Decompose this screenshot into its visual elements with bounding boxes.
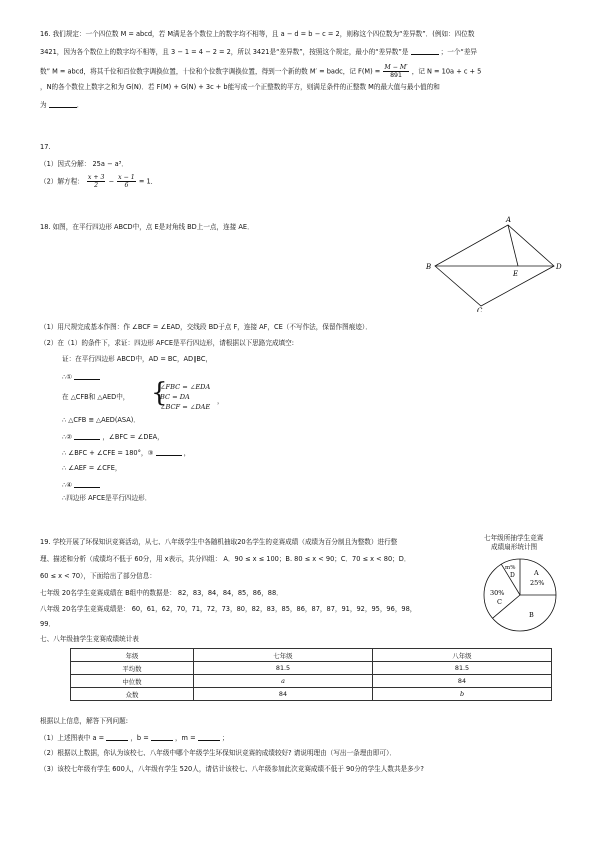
q18-blank-1[interactable] <box>74 372 100 380</box>
label-e: E <box>513 270 519 278</box>
q16-line2-text: 3421，因为各个数位上的数字均不相等，且 3 − 1 = 4 − 2 = 2，所以 3421是“差异数”，按照这个规定，最小的“差异数”是 <box>40 48 409 56</box>
system-end: ， <box>217 397 224 405</box>
pie-label-c-pct: 30% <box>490 589 505 597</box>
q19-part1-a: （1）上述图表中 a = <box>40 734 105 742</box>
q18-proof-line5 <box>62 432 164 442</box>
q17-f1-num: x + 3 <box>87 174 105 181</box>
table-row <box>71 675 552 688</box>
q17-f2-num: x − 1 <box>118 174 135 181</box>
label-b: B <box>426 263 432 271</box>
table-row <box>71 662 552 675</box>
q17-part1: （1）因式分解： 25a − a³． <box>40 160 128 168</box>
pie-label-a-pct: 25% <box>530 579 545 587</box>
q19-after-table: 根据以上信息，解答下列问题: <box>40 717 128 725</box>
q18-proof-line3: 在 △CFB和 △AED中， <box>62 393 130 401</box>
q17-f2-den: 6 <box>124 182 129 189</box>
q19-line3: 60 ≤ x < 70），下面给出了部分信息： <box>40 572 156 580</box>
q19-part3: （3）该校七年级有学生 600人，八年级有学生 520人，请估计该校七、八年级参加此次竞赛成绩不低于 90分的学生人数共是多少? <box>40 765 424 773</box>
table-row <box>71 688 552 701</box>
q17-part2 <box>40 174 157 189</box>
q16-line1: 16. 我们规定：一个四位数 M = abcd，若 M满足各个数位上的数字均不相等，且 a − d = b − c = 2，则称这个四位数为“差异数”．(例如：四位数 <box>40 30 475 38</box>
pie-label-d-pct: m% <box>505 565 516 571</box>
pie-label-d: D <box>510 572 515 579</box>
segment-ae <box>508 225 518 266</box>
q16-frac-num: M − M′ <box>384 64 408 71</box>
table-header-cell: 七年级 <box>194 649 373 662</box>
q17-minus: − <box>108 177 115 186</box>
table-cell: 81.5 <box>194 662 373 675</box>
q19-part1-d: ； <box>221 734 229 742</box>
answer-blank-m[interactable] <box>198 733 220 741</box>
q17-number: 17. <box>40 143 51 151</box>
q19-part2: （2）根据以上数据，你认为该校七、八年级中哪个年级学生环保知识竞赛的成绩较好? 请说明理由（写出一条理由即可）． <box>40 749 396 757</box>
table-header-row <box>71 649 552 662</box>
q19-part1-c: ，m = <box>174 734 196 742</box>
table-cell: a <box>194 675 373 688</box>
pie-label-c: C <box>497 598 502 606</box>
q19-part1 <box>40 733 228 743</box>
q19-line2: 理、描述和分析（成绩均不低于 60分，用 x表示，共分四组： A．90 ≤ x ≤ 100；B. 80 ≤ x < 90；C．70 ≤ x < 80；D． <box>40 555 411 563</box>
table-cell: 81.5 <box>373 662 552 675</box>
table-cell: 84 <box>194 688 373 701</box>
q16-line2-tail: ；一个“差异 <box>440 48 478 56</box>
q17-part2-tail: = 1． <box>138 177 158 186</box>
q17-part2-label: （2）解方程： <box>40 177 84 186</box>
answer-blank-a[interactable] <box>106 733 128 741</box>
q18-proof-line8 <box>62 480 100 490</box>
q16-line5: 为 ． <box>40 101 84 109</box>
q18-blank-3[interactable] <box>156 448 182 456</box>
table-header-cell: 八年级 <box>373 649 552 662</box>
table-header-cell: 年级 <box>71 649 194 662</box>
q16-blank-1[interactable] <box>411 47 439 55</box>
q18-part1: （1）用尺规完成基本作图：作 ∠BCF = ∠EAD，交线段 BD于点 F，连接 AF，CE（不写作法，保留作图痕迹）． <box>40 323 372 331</box>
q18-proof8-text: ∴④ <box>62 481 73 489</box>
label-a: A <box>506 216 512 224</box>
q18-stem: 18. 如图，在平行四边形 ABCD中，点 E是对角线 BD上一点，连接 AE． <box>40 223 254 231</box>
q18-proof-line2 <box>62 372 100 382</box>
label-c: C <box>477 307 483 312</box>
q19-part1-b: ，b = <box>130 734 149 742</box>
q16-line2 <box>40 47 477 57</box>
q18-proof5-text: ∴② <box>62 433 73 441</box>
parallelogram-abcd <box>435 225 554 306</box>
table-cell: 平均数 <box>71 662 194 675</box>
q16-line3 <box>40 64 481 79</box>
q19-line6: 99． <box>40 620 55 628</box>
q16-blank-2[interactable] <box>49 100 77 108</box>
q17-f1-den: 2 <box>94 182 99 189</box>
q17-fraction-2 <box>117 174 136 189</box>
q16-line3-text: 数” M = abcd，将其千位和百位数字调换位置，十位和个位数字调换位置，得到一个新的数 M′ = badc，记 F(M) = <box>40 67 381 76</box>
q18-blank-4[interactable] <box>74 480 100 488</box>
q18-proof-line6 <box>62 448 190 458</box>
q16-line5-text: 为 <box>40 101 47 109</box>
q18-proof-line9: ∴四边形 AFCE是平行四边形． <box>62 494 152 502</box>
system-brace: { <box>151 378 168 408</box>
pie-label-b: B <box>529 611 534 619</box>
table-cell: 众数 <box>71 688 194 701</box>
table-title: 七、八年级抽学生竞赛成绩统计表 <box>40 635 139 643</box>
table-cell: 84 <box>373 675 552 688</box>
q18-part2: （2）在（1）的条件下，求证：四边形 AFCE是平行四边形，请根据以下思路完成填空: <box>40 339 294 347</box>
stats-table <box>70 648 552 701</box>
parallelogram-figure <box>420 212 570 312</box>
q17-fraction-1 <box>87 174 106 189</box>
answer-blank-b[interactable] <box>151 733 173 741</box>
pie-chart <box>480 555 560 635</box>
q16-line3-tail: ，记 N = 10a + c + 5 <box>411 67 482 76</box>
table-cell: 中位数 <box>71 675 194 688</box>
q18-proof6-text: ∴ ∠BFC + ∠CFE = 180°，③ <box>62 449 154 457</box>
q19-line4: 七年级 20名学生竞赛成绩在 B组中的数据是： 82，83，84，84，85，86，88． <box>40 589 283 597</box>
label-d: D <box>556 263 562 271</box>
table-cell: b <box>373 688 552 701</box>
pie-title-line1: 七年级所抽学生竞赛 <box>484 534 544 542</box>
system-line2: BC = DA <box>160 393 190 401</box>
q16-fraction <box>383 64 408 79</box>
q18-proof-line7: ∴ ∠AEF = ∠CFE， <box>62 464 122 472</box>
q18-proof6-tail: ， <box>183 449 191 457</box>
system-line3: ∠BCF = ∠DAE <box>160 403 211 411</box>
q18-proof-line4: ∴ △CFB ≌ △AED(ASA)． <box>62 416 140 424</box>
pie-title-line2: 成绩扇形统计图 <box>491 543 538 551</box>
q16-line4: ，N的各个数位上数字之和为 G(N)．若 F(M) + G(N) + 3c + b能写成一个正整数的平方，则满足条件的正整数 M的最大值与最小值的和 <box>40 83 440 91</box>
q19-line5: 八年级 20名学生竞赛成绩是： 60，61，62，70，71，72，73，80，82，83，85，86，87，87，91，92，95，96，98， <box>40 605 417 613</box>
system-line1: ∠FBC = ∠EDA <box>160 383 211 391</box>
q18-proof-line1: 证：在平行四边形 ABCD中，AD = BC，AD∥BC， <box>62 355 213 363</box>
q18-blank-2[interactable] <box>74 432 100 440</box>
pie-label-a: A <box>534 569 539 577</box>
q18-proof5-tail: ，∠BFC = ∠DEA， <box>102 433 164 441</box>
q16-frac-den: 891 <box>390 72 402 79</box>
q18-proof2-text: ∴① <box>62 373 73 381</box>
q19-line1: 19. 学校开展了环保知识竞赛活动，从七、八年级学生中各随机抽取20名学生的竞赛成绩（成绩为百分制且为整数）进行整 <box>40 538 398 546</box>
